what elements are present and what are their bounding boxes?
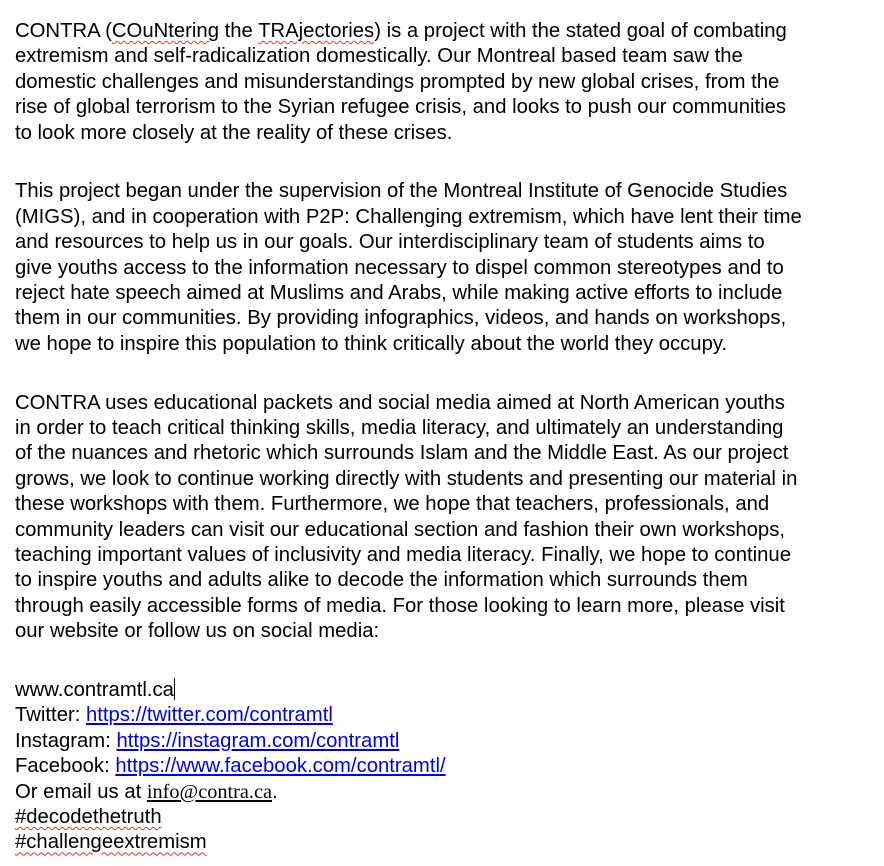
website-text: www.contramtl.ca [15,679,174,702]
text-line: and resources to help us in our goals. Our interdisciplinary team of students aims to [15,231,765,254]
text-line: CONTRA uses educational packets and social media aimed at North American youths [15,391,785,414]
hashtag-decodethetruth[interactable]: #decodethetruth [15,806,162,829]
document-body[interactable] [15,19,802,856]
text-line: give youths access to the information necessary to dispel common stereotypes and to [15,256,784,279]
text-line: our website or follow us on social media: [15,620,380,643]
contact-list: www.contramtl.ca Twitter: https://twitter.com/contramtl Instagram: https://instagram.com/contramtl Facebook: https://www.facebook.com/contramtl/ Or email us at info@contra.ca. #decodethetruth #challengeextremism [15,679,446,854]
instagram-link[interactable]: https://instagram.com/contramtl [116,729,400,752]
text-line: we hope to inspire this population to think critically about the world they occupy. [15,332,728,355]
text-line: extremism and self-radicalization domestically. Our Montreal based team saw the [15,45,743,68]
text-line: them in our communities. By providing infographics, videos, and hands on workshops, [15,307,787,330]
text-line: these workshops with them. Furthermore, we hope that teachers, professionals, and [15,493,770,516]
paragraph-intro: CONTRA (COuNtering the TRAjectories) is a project with the stated goal of combating extremism and self-radicalization domestically. Our Montreal based team saw the domestic challenges and misunderstandings prompted by new global crises, from the rise of global terrorism to the Syrian refugee crisis, and looks to push our communities to look more closely at the reality of these crises. [15,19,802,146]
text-cursor [174,678,175,700]
email-link[interactable]: info@contra.ca [146,780,272,803]
text-line: (MIGS), and in cooperation with P2P: Challenging extremism, which have lent their time [15,205,802,228]
text-line: in order to teach critical thinking skills, media literacy, and ultimately an understanding [15,417,784,440]
text-line: domestic challenges and misunderstandings prompted by new global crises, from the [15,70,780,93]
text-line: of the nuances and rhetoric which surrounds Islam and the Middle East. As our project [15,442,789,465]
spellcheck-word[interactable]: COuNtering [111,20,219,42]
spellcheck-word[interactable]: TRAjectories [258,20,375,42]
text-line: community leaders can visit our educational section and fashion their own workshops, [15,518,785,541]
text-line: grows, we look to continue working directly with students and presenting our material in [15,467,798,490]
text-line: This project began under the supervision of the Montreal Institute of Genocide Studies [15,180,788,203]
text-line: teaching important values of inclusivity and media literacy. Finally, we hope to continue [15,544,791,567]
text-line: reject hate speech aimed at Muslims and Arabs, while making active efforts to include [15,282,783,305]
hashtag-challengeextremism[interactable]: #challengeextremism [15,831,207,854]
paragraph-mission [15,391,802,645]
twitter-link[interactable]: https://twitter.com/contramtl [86,704,333,727]
text-line: to inspire youths and adults alike to decode the information which surrounds them [15,569,748,592]
text-line: through easily accessible forms of media. For those looking to learn more, please visit [15,594,785,617]
text-line: to look more closely at the reality of these crises. [15,121,453,144]
text-line: rise of global terrorism to the Syrian refugee crisis, and looks to push our communities [15,96,787,119]
paragraph-history [15,179,802,357]
facebook-link[interactable]: https://www.facebook.com/contramtl/ [115,755,446,778]
